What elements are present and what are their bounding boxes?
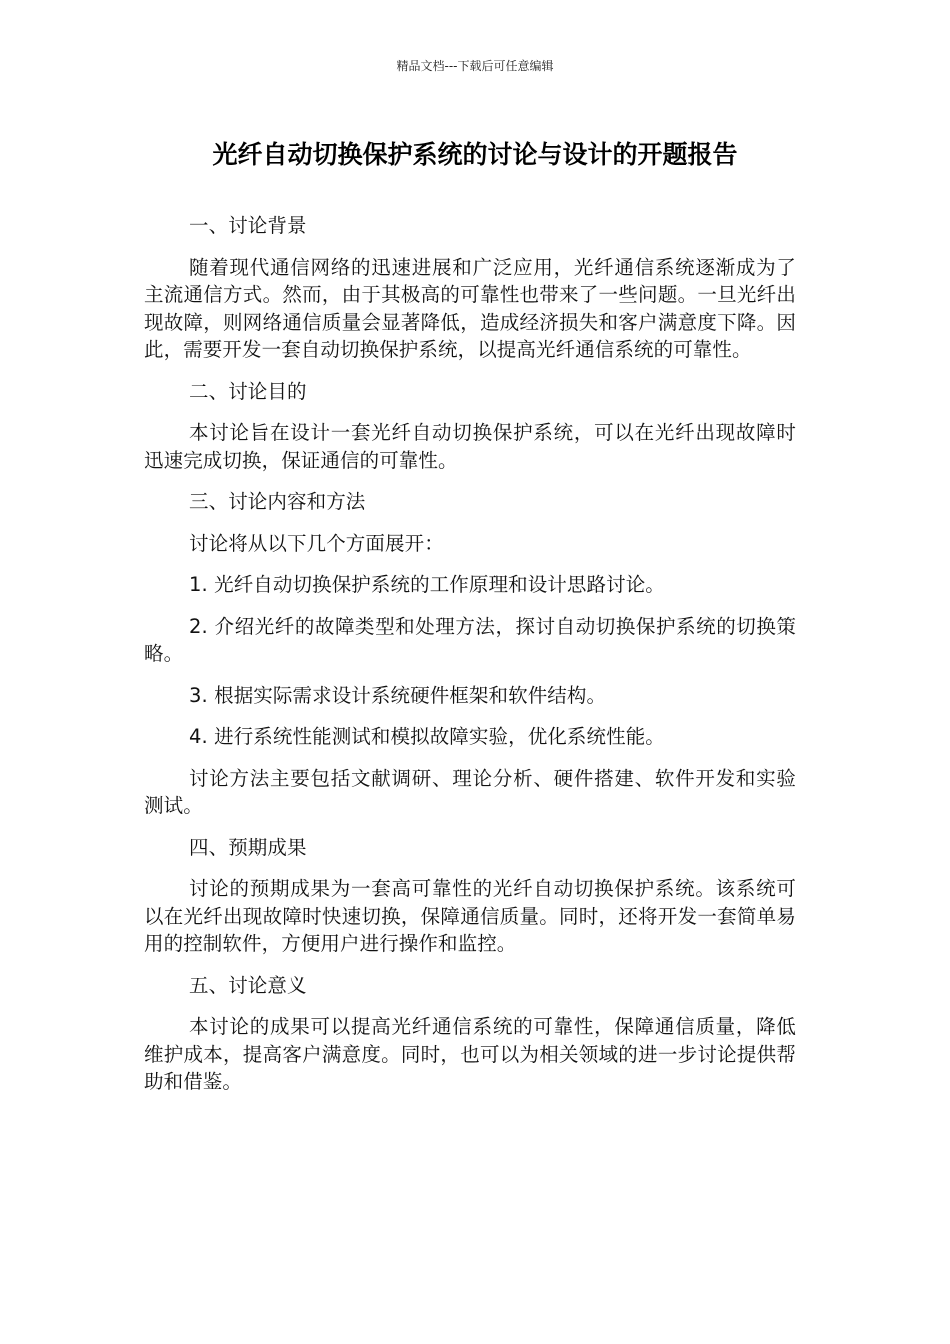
section-heading-background: 一、讨论背景 — [189, 214, 307, 237]
section-heading-significance: 五、讨论意义 — [189, 973, 307, 997]
page-header-note: 精品文档---下载后可任意编辑 — [396, 59, 554, 73]
list-item: 3. 根据实际需求设计系统硬件框架和软件结构。 — [189, 683, 607, 707]
list-item: 2. 介绍光纤的故障类型和处理方法，探讨自动切换保护系统的切换策略。 — [144, 614, 796, 665]
paragraph-content-intro: 讨论将从以下几个方面展开： — [189, 531, 444, 555]
section-heading-content: 三、讨论内容和方法 — [189, 490, 366, 513]
document-body — [144, 212, 796, 1110]
list-item: 1. 光纤自动切换保护系统的工作原理和设计思路讨论。 — [189, 573, 665, 596]
paragraph-background: 随着现代通信网络的迅速进展和广泛应用，光纤通信系统逐渐成为了主流通信方式。然而，由于其极高的可靠性也带来了一些问题。一旦光纤出现故障，则网络通信质量会显著降低，造成经济损失和客户满意度下降。因此，需要开发一套自动切换保护系统，以提高光纤通信系统的可靠性。 — [144, 255, 796, 361]
document-title: 光纤自动切换保护系统的讨论与设计的开题报告 — [212, 140, 738, 169]
section-heading-results: 四、预期成果 — [189, 835, 307, 859]
section-heading-purpose: 二、讨论目的 — [189, 379, 307, 403]
paragraph-results: 讨论的预期成果为一套高可靠性的光纤自动切换保护系统。该系统可以在光纤出现故障时快速切换，保障通信质量。同时，还将开发一套简单易用的控制软件，方便用户进行操作和监控。 — [144, 877, 796, 955]
list-item: 4. 进行系统性能测试和模拟故障实验，优化系统性能。 — [189, 725, 665, 748]
paragraph-purpose: 本讨论旨在设计一套光纤自动切换保护系统，可以在光纤出现故障时迅速完成切换，保证通信的可靠性。 — [144, 421, 796, 472]
paragraph-significance: 本讨论的成果可以提高光纤通信系统的可靠性，保障通信质量，降低维护成本，提高客户满意度。同时，也可以为相关领域的进一步讨论提供帮助和借鉴。 — [144, 1015, 796, 1093]
paragraph-method: 讨论方法主要包括文献调研、理论分析、硬件搭建、软件开发和实验测试。 — [144, 766, 796, 817]
